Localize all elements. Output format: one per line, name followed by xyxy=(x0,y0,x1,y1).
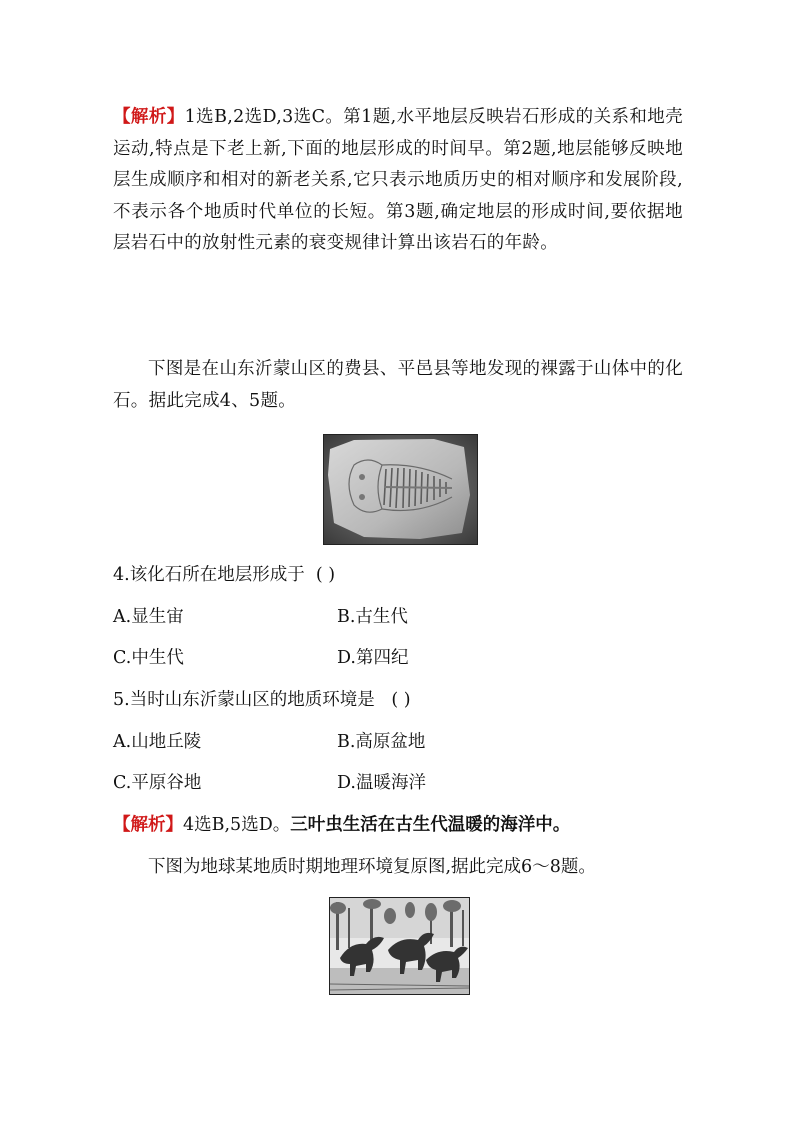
analysis-block-1 xyxy=(113,102,683,260)
question-4-bracket: ( ) xyxy=(315,565,336,585)
trilobite-fossil-image xyxy=(323,434,478,545)
analysis-bold-text-2: 三叶虫生活在古生代温暖的海洋中。 xyxy=(290,815,571,835)
q5-option-c: C.平原谷地 xyxy=(113,773,202,793)
q5-option-d: D.温暖海洋 xyxy=(337,773,426,793)
intro-questions-6-8: 下图为地球某地质时期地理环境复原图,据此完成6～8题。 xyxy=(148,857,596,877)
analysis-tag: 【解析】 xyxy=(113,107,185,127)
q5-option-a: A.山地丘陵 xyxy=(113,732,202,752)
q4-option-d: D.第四纪 xyxy=(337,648,409,668)
q4-option-c: C.中生代 xyxy=(113,648,184,668)
analysis-block-2 xyxy=(113,813,570,837)
analysis-text: 1选B,2选D,3选C。第1题,水平地层反映岩石形成的关系和地壳运动,特点是下老上新,下面的地层形成的时间早。第2题,地层能够反映地层生成顺序和相对的新老关系,它只表示地质历史的相对顺序和发展阶段,不表示各个地质时代单位的长短。第3题,确定地层的形成时间,要依据地层岩石中的放射性元素的衰变规律计算出该岩石的年龄。 xyxy=(113,107,684,253)
dinosaur-restoration-image xyxy=(329,897,470,995)
question-5 xyxy=(113,688,411,712)
question-4 xyxy=(113,563,335,587)
question-5-bracket: ( ) xyxy=(391,690,411,710)
intro-questions-4-5: 下图是在山东沂蒙山区的费县、平邑县等地发现的裸露于山体中的化石。据此完成4、5题。 xyxy=(113,359,683,411)
question-4-stem: 4.该化石所在地层形成于 xyxy=(113,565,305,585)
q5-option-b: B.高原盆地 xyxy=(337,732,426,752)
question-5-stem: 5.当时山东沂蒙山区的地质环境是 xyxy=(113,690,375,710)
q4-option-b: B.古生代 xyxy=(337,607,408,627)
analysis-text-2: 4选B,5选D。 xyxy=(183,815,291,835)
q4-option-a: A.显生宙 xyxy=(113,607,184,627)
analysis-tag-2: 【解析】 xyxy=(113,815,183,835)
